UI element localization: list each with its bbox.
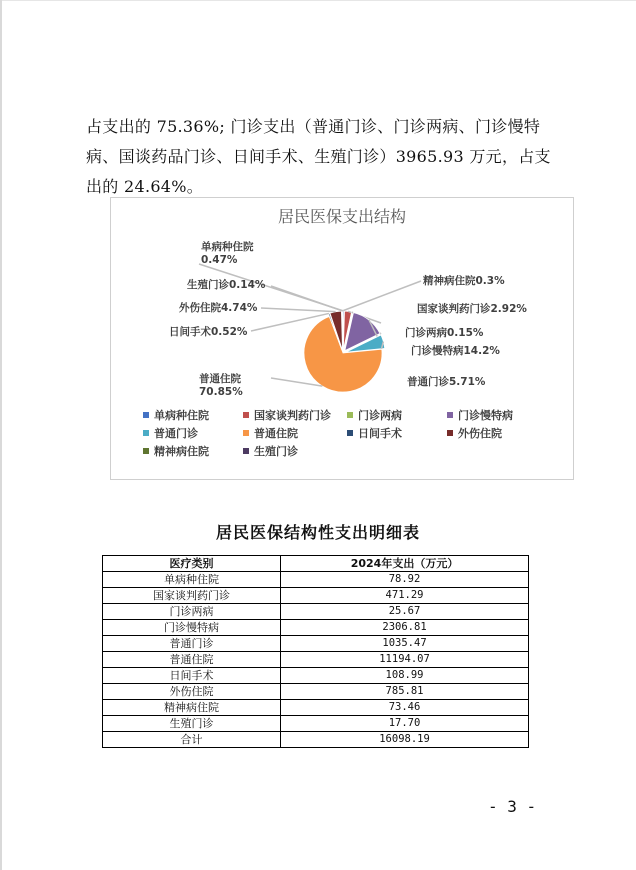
table-row [103, 636, 529, 652]
legend-swatch [243, 430, 249, 436]
row-expense: 1035.47 [281, 636, 529, 652]
row-category: 国家谈判药门诊 [103, 588, 281, 604]
legend-label: 国家谈判药门诊 [254, 409, 331, 422]
legend-label: 普通门诊 [154, 427, 198, 440]
legend-swatch [347, 430, 353, 436]
detail-table [102, 555, 529, 748]
slice-label: 国家谈判药门诊2.92% [417, 303, 527, 315]
table-row [103, 716, 529, 732]
slice-label: 生殖门诊0.14% [187, 279, 266, 291]
slice-label: 日间手术0.52% [169, 326, 248, 338]
leader-line [342, 281, 421, 311]
slice-label: 门诊慢特病14.2% [411, 345, 500, 357]
table-body [103, 572, 529, 748]
row-category: 普通住院 [103, 652, 281, 668]
header-category: 医疗类别 [103, 556, 281, 572]
table-title: 居民医保结构性支出明细表 [215, 523, 420, 542]
legend-swatch [243, 412, 249, 418]
legend-label: 生殖门诊 [254, 445, 298, 458]
table-header-row [103, 556, 529, 572]
table-row [103, 604, 529, 620]
body-paragraph [86, 112, 564, 202]
legend-swatch [143, 430, 149, 436]
table-row [103, 732, 529, 748]
row-expense: 25.67 [281, 604, 529, 620]
row-expense: 11194.07 [281, 652, 529, 668]
legend-label: 单病种住院 [154, 409, 209, 422]
legend-item [447, 426, 502, 440]
legend-swatch [347, 412, 353, 418]
row-category: 日间手术 [103, 668, 281, 684]
page-number: - 3 - [488, 797, 537, 816]
legend-item [347, 408, 402, 422]
paragraph-line-2: 病、国谈药品门诊、日间手术、生殖门诊）3965.93 万元，占支 [86, 147, 551, 166]
slice-label: 门诊两病0.15% [405, 327, 484, 339]
row-expense: 785.81 [281, 684, 529, 700]
legend-label: 精神病住院 [154, 445, 209, 458]
legend-item [347, 426, 402, 440]
pie-chart-container [110, 197, 574, 480]
row-expense: 2306.81 [281, 620, 529, 636]
row-category: 精神病住院 [103, 700, 281, 716]
slice-label: 普通住院 70.85% [199, 373, 243, 398]
legend-swatch [143, 448, 149, 454]
table-row [103, 668, 529, 684]
paragraph-line-3: 出的 24.64%。 [86, 177, 204, 196]
legend-item [243, 408, 331, 422]
legend-label: 外伤住院 [458, 427, 502, 440]
slice-label: 外伤住院4.74% [179, 302, 258, 314]
paragraph-line-1: 占支出的 75.36%; 门诊支出（普通门诊、门诊两病、门诊慢特 [86, 117, 541, 136]
row-expense: 78.92 [281, 572, 529, 588]
legend-item [243, 444, 298, 458]
legend-label: 门诊两病 [358, 409, 402, 422]
table-row [103, 700, 529, 716]
legend-swatch [447, 412, 453, 418]
chart-title: 居民医保支出结构 [277, 207, 407, 226]
row-category: 外伤住院 [103, 684, 281, 700]
pie-chart [111, 198, 573, 479]
legend-swatch [447, 430, 453, 436]
row-category: 门诊慢特病 [103, 620, 281, 636]
slice-label: 精神病住院0.3% [423, 275, 505, 287]
legend-item [243, 426, 298, 440]
legend-item [143, 408, 209, 422]
slice-label: 普通门诊5.71% [407, 376, 486, 388]
table-row [103, 588, 529, 604]
row-category: 门诊两病 [103, 604, 281, 620]
row-category: 合计 [103, 732, 281, 748]
legend-swatch [243, 448, 249, 454]
row-expense: 16098.19 [281, 732, 529, 748]
leader-line [261, 308, 336, 312]
legend-swatch [143, 412, 149, 418]
row-category: 生殖门诊 [103, 716, 281, 732]
legend-item [447, 408, 513, 422]
legend-item [143, 444, 209, 458]
legend-item [143, 426, 198, 440]
row-expense: 17.70 [281, 716, 529, 732]
table-row [103, 572, 529, 588]
legend-label: 日间手术 [358, 427, 402, 440]
header-expense: 2024年支出（万元） [281, 556, 529, 572]
page-top-border [0, 0, 636, 1]
row-expense: 108.99 [281, 668, 529, 684]
row-expense: 73.46 [281, 700, 529, 716]
slice-label: 单病种住院 0.47% [201, 241, 254, 266]
legend-label: 普通住院 [254, 427, 298, 440]
table-row [103, 684, 529, 700]
table-row [103, 652, 529, 668]
table-row [103, 620, 529, 636]
row-expense: 471.29 [281, 588, 529, 604]
row-category: 单病种住院 [103, 572, 281, 588]
page-left-border [0, 0, 2, 870]
leader-line [271, 286, 343, 311]
legend-label: 门诊慢特病 [458, 409, 513, 422]
row-category: 普通门诊 [103, 636, 281, 652]
